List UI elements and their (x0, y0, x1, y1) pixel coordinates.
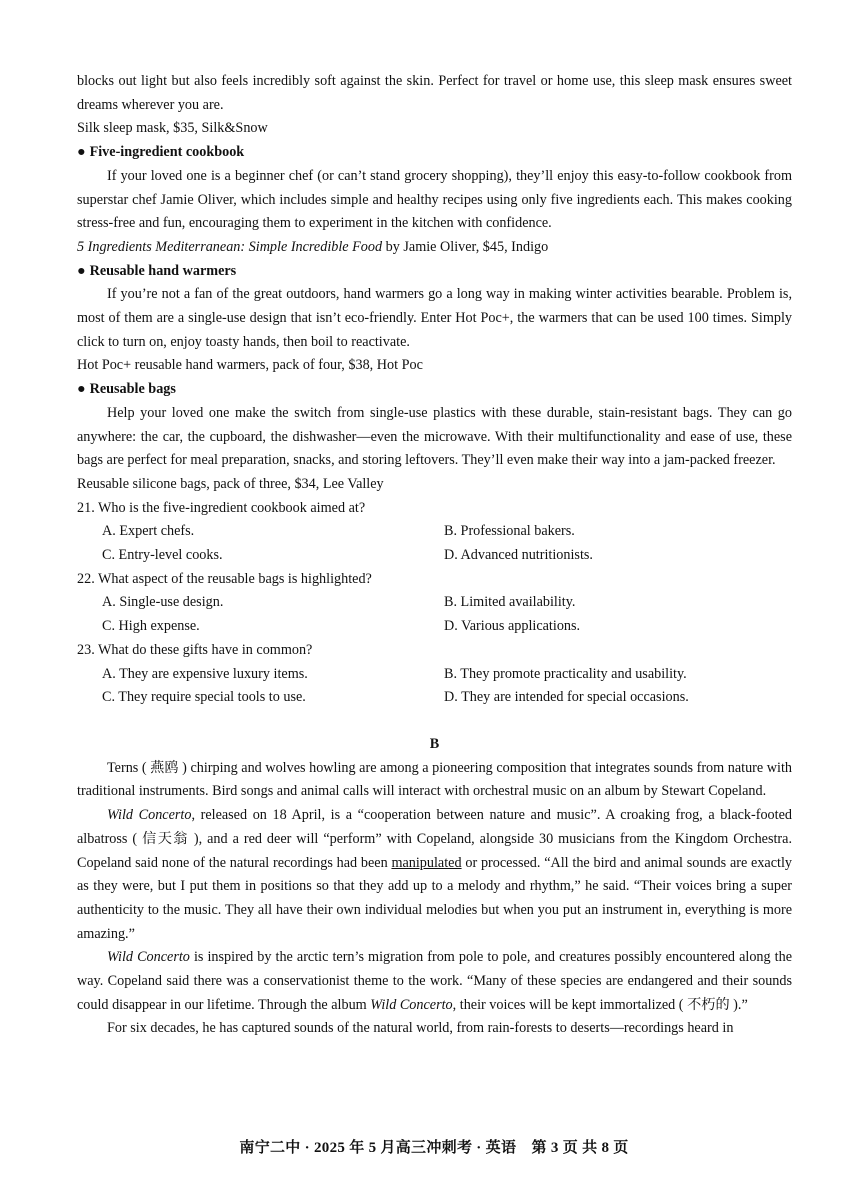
paragraph-text: , released on 18 April, is a “cooperation between nature and music”. A croaking frog, a black-footed albatross ( 信天翁 ), and a red deer will “perform” with Copeland, alongside 30 musicians from the Kingdom Orchestra. Copeland said none of the natural recordings had been (77, 807, 792, 871)
item-body-bags: Help your loved one make the switch from single-use plastics with these durable, stain-resistant bags. They can go anywhere: the car, the cupboard, the dishwasher—even the microwave. With their multifunctionality and ease of use, these bags are perfect for meal preparation, snacks, and storing leftovers. They’ll even make their way into a jam-packed freezer. (77, 404, 792, 469)
passage-b-paragraph-1: Terns ( 燕鸥 ) chirping and wolves howling are among a pioneering composition that integrates sounds from nature with traditional instruments. Bird songs and animal calls will interact with orchestral music on an album by Stewart Copeland. (77, 759, 792, 800)
item-heading-bags (77, 378, 792, 402)
source-text: by Jamie Oliver, $45, Indigo (382, 238, 549, 255)
option-c: C. They require special tools to use. (102, 689, 306, 706)
question-23 (77, 639, 792, 710)
item-body-hand-warmers: If you’re not a fan of the great outdoors, hand warmers go a long way in making winter activities bearable. Problem is, most of them are a single-use design that isn’t eco-friendly. Enter Hot Poc+, the warmers that can be used 100 times. Simply click to turn on, enjoy toasty hands, then boil to reactivate. (77, 286, 792, 350)
question-options (77, 663, 792, 710)
question-21 (77, 497, 792, 568)
album-title: Wild Concerto (107, 949, 190, 966)
item-heading-cookbook (77, 141, 792, 165)
book-title: 5 Ingredients Mediterranean: Simple Incredible Food (77, 238, 383, 255)
section-label-b: B (429, 735, 440, 752)
underlined-word: manipulated (391, 854, 462, 871)
option-d: D. They are intended for special occasions. (444, 689, 689, 706)
paragraph-text: , their voices will be kept immortalized ( 不朽的 ).” (452, 996, 748, 1013)
paragraph-text: is inspired by the arctic tern’s migration from pole to pole, and creatures possibly encountered along the way. Copeland said there was a conservationist theme to the work. “Many of these species are endangered and their sounds could disappear in our lifetime. Through the album (77, 949, 792, 1013)
option-d: D. Various applications. (444, 618, 581, 635)
question-stem: 23. What do these gifts have in common? (77, 641, 313, 658)
page-footer: 南宁二中 · 2025 年 5 月高三冲刺考 · 英语 第 3 页 共 8 页 (239, 1140, 629, 1156)
option-b: B. They promote practicality and usability. (444, 665, 687, 682)
album-title: Wild Concerto (370, 996, 453, 1013)
paragraph-text: or processed. “All the bird and animal sounds are exactly as they were, but I put them in positions so that they add up to a melody and rhythm,” he said. “Their voices bring a super authenticity to the music. They all have their own individual melodies but when you put an instrument in, everything is more amazing.” (77, 854, 792, 942)
item-source-cookbook (77, 236, 792, 260)
album-title: Wild Concerto (107, 807, 192, 824)
question-stem: 22. What aspect of the reusable bags is highlighted? (77, 570, 372, 587)
question-options (77, 520, 792, 567)
passage-b-paragraph-2 (77, 804, 792, 946)
item-heading-hand-warmers (77, 260, 792, 284)
item-body-cookbook: If your loved one is a beginner chef (or can’t stand grocery shopping), they’ll enjoy this easy-to-follow cookbook from superstar chef Jamie Oliver, which includes simple and healthy recipes using only five ingredients each. This makes cooking stress-free and fun, encouraging them to experiment in the kitchen with confidence. (77, 167, 792, 232)
page-content (77, 70, 792, 1041)
question-stem: 21. Who is the five-ingredient cookbook aimed at? (77, 499, 366, 516)
item-source-hand-warmers: Hot Poc+ reusable hand warmers, pack of four, $38, Hot Poc (77, 357, 423, 374)
option-b: B. Limited availability. (444, 594, 576, 611)
option-a: A. They are expensive luxury items. (102, 665, 308, 682)
bullet-icon: ● (77, 144, 86, 161)
option-a: A. Expert chefs. (102, 523, 195, 540)
question-22 (77, 568, 792, 639)
item-source-bags: Reusable silicone bags, pack of three, $34, Lee Valley (77, 475, 384, 492)
intro-source: Silk sleep mask, $35, Silk&Snow (77, 120, 268, 137)
option-c: C. Entry-level cooks. (102, 547, 223, 564)
question-options (77, 591, 792, 638)
item-title: Reusable hand warmers (89, 262, 237, 279)
intro-paragraph: blocks out light but also feels incredibly soft against the skin. Perfect for travel or home use, this sleep mask ensures sweet dreams wherever you are. (77, 73, 792, 113)
option-a: A. Single-use design. (102, 594, 224, 611)
item-title: Five-ingredient cookbook (89, 144, 245, 161)
option-b: B. Professional bakers. (444, 523, 575, 540)
passage-b-paragraph-4: For six decades, he has captured sounds of the natural world, from rain-forests to deserts—recordings heard in (107, 1020, 734, 1037)
passage-b-paragraph-3 (77, 946, 792, 1017)
bullet-icon: ● (77, 262, 86, 279)
option-d: D. Advanced nutritionists. (444, 547, 593, 564)
bullet-icon: ● (77, 381, 86, 398)
option-c: C. High expense. (102, 618, 200, 635)
item-title: Reusable bags (89, 381, 176, 398)
